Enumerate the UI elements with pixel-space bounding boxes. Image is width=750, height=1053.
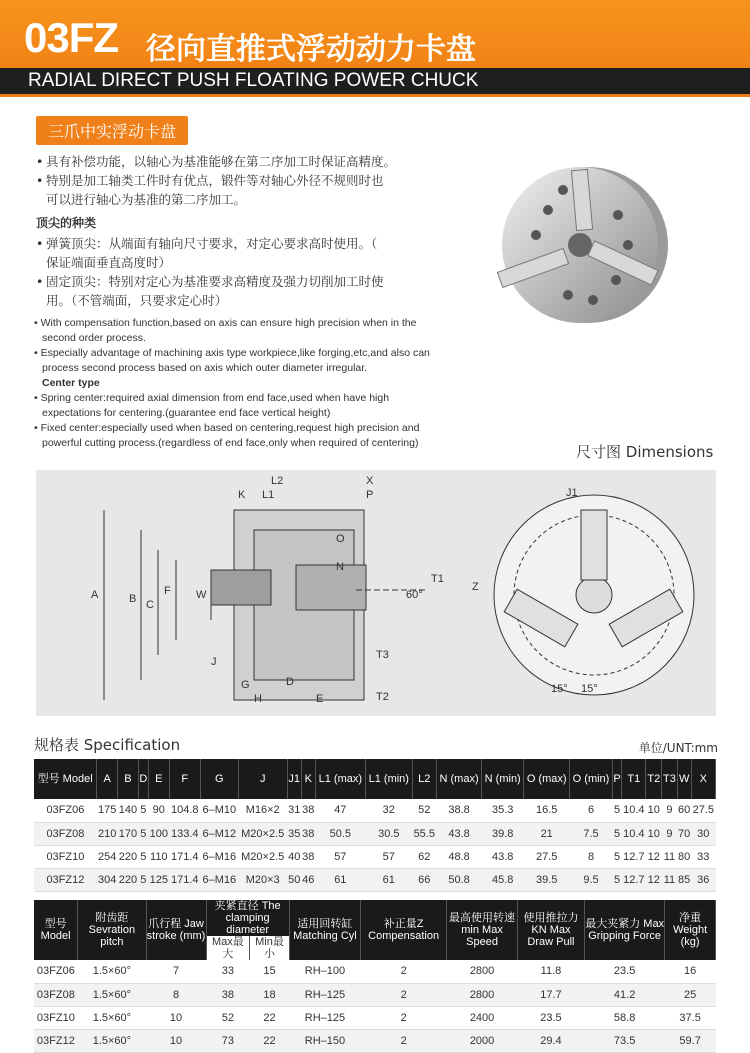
table-cell: 37.5 bbox=[665, 1006, 716, 1029]
table-cell: 2 bbox=[361, 1029, 447, 1052]
table-cell: 57 bbox=[365, 845, 412, 868]
th-cyl: 适用回转缸 Matching Cyl bbox=[289, 900, 360, 960]
dimensions-title: 尺寸图 Dimensions bbox=[576, 443, 714, 461]
th-col-1: A bbox=[97, 759, 118, 799]
zh-center-3: • 固定顶尖：特别对定心为基准要求高精度及强力切削加工时使 bbox=[36, 274, 384, 289]
zh-bullet-2: • 特别是加工轴类工件时有优点，锻件等对轴心外径不规则时也 bbox=[36, 173, 384, 188]
table-cell: 254 bbox=[97, 845, 118, 868]
title-en: RADIAL DIRECT PUSH FLOATING POWER CHUCK bbox=[0, 68, 750, 94]
table-cell: 5 bbox=[612, 822, 621, 845]
table-cell: 1.5×60° bbox=[78, 1029, 146, 1052]
table-cell: 7 bbox=[146, 960, 206, 983]
table-cell: 23.5 bbox=[585, 960, 665, 983]
label-T2: T2 bbox=[376, 691, 389, 703]
table-cell: 10 bbox=[646, 822, 662, 845]
th-col-11: L1 (min) bbox=[365, 759, 412, 799]
table-row bbox=[34, 845, 716, 868]
label-J1: J1 bbox=[566, 487, 578, 499]
unit-label: 单位/UNT:mm bbox=[638, 741, 718, 755]
table-cell: 12 bbox=[646, 845, 662, 868]
table-cell: 2 bbox=[361, 1006, 447, 1029]
title-zh: 径向直推式浮动动力卡盘 bbox=[146, 32, 476, 67]
label-C: C bbox=[146, 599, 154, 611]
table-cell: 45.8 bbox=[482, 868, 524, 891]
table-cell: 10 bbox=[146, 1006, 206, 1029]
table-cell: 03FZ08 bbox=[34, 983, 78, 1006]
zh-features bbox=[36, 152, 396, 209]
table-cell: 10.4 bbox=[622, 799, 646, 822]
table-cell: 35.3 bbox=[482, 799, 524, 822]
table-cell: 11.8 bbox=[517, 960, 584, 983]
table-cell: 9 bbox=[662, 822, 678, 845]
th-stroke: 爪行程 Jaw stroke (mm) bbox=[146, 900, 206, 960]
table-cell: 30 bbox=[691, 822, 715, 845]
table-cell: 6–M16 bbox=[200, 845, 238, 868]
th-serration: 附齿距 Sevration pitch bbox=[78, 900, 146, 960]
table-cell: 171.4 bbox=[169, 868, 200, 891]
table-cell: 2800 bbox=[447, 983, 518, 1006]
label-K: K bbox=[238, 489, 246, 501]
table-cell: 6 bbox=[570, 799, 613, 822]
th-clamp: 夹紧直径 The clamping diameter bbox=[206, 900, 289, 936]
spec-table-dimensions bbox=[34, 759, 716, 892]
th-speed: 最高使用转速 min Max Speed bbox=[447, 900, 518, 960]
table-cell: 10.4 bbox=[622, 822, 646, 845]
en-paragraph-2: • Especially advantage of machining axis type workpiece,like forging,etc,and also can process second process based on axis which outer diameter irregular. bbox=[34, 347, 430, 374]
table-cell: 03FZ06 bbox=[34, 960, 78, 983]
table-cell: 23.5 bbox=[517, 1006, 584, 1029]
spec-table-performance bbox=[34, 900, 716, 1053]
label-X: X bbox=[366, 475, 374, 487]
table-cell: 03FZ12 bbox=[34, 868, 97, 891]
table-cell: 6–M16 bbox=[200, 868, 238, 891]
table-cell: 50.8 bbox=[436, 868, 481, 891]
table-cell: 7.5 bbox=[570, 822, 613, 845]
table-cell: RH–125 bbox=[289, 1006, 360, 1029]
th-col-15: O (max) bbox=[524, 759, 570, 799]
table-cell: 33 bbox=[206, 960, 250, 983]
th-col-12: L2 bbox=[412, 759, 436, 799]
table-cell: 6–M10 bbox=[200, 799, 238, 822]
table-cell: 10 bbox=[146, 1029, 206, 1052]
zh-center-4: 用。（不管端面，只要求定心时） bbox=[46, 293, 228, 308]
label-W: W bbox=[196, 589, 207, 601]
table-row bbox=[34, 1006, 716, 1029]
table-cell: 80 bbox=[677, 845, 691, 868]
label-H: H bbox=[254, 693, 262, 705]
table-cell: 39.5 bbox=[524, 868, 570, 891]
th-col-20: T3 bbox=[662, 759, 678, 799]
table-cell: 03FZ10 bbox=[34, 1006, 78, 1029]
table-cell: 40 bbox=[287, 845, 301, 868]
table-cell: 210 bbox=[97, 822, 118, 845]
table-cell: 6–M12 bbox=[200, 822, 238, 845]
page-header bbox=[0, 0, 750, 97]
table-cell: 39.8 bbox=[482, 822, 524, 845]
center-type-zh-heading: 顶尖的种类 bbox=[36, 216, 97, 230]
table-cell: 46 bbox=[301, 868, 315, 891]
table-cell: 11 bbox=[662, 845, 678, 868]
table-cell: 03FZ12 bbox=[34, 1029, 78, 1052]
th-force: 最大夹紧力 Max Gripping Force bbox=[585, 900, 665, 960]
table-cell: 36 bbox=[691, 868, 715, 891]
table-cell: 38 bbox=[301, 799, 315, 822]
table-cell: 50.5 bbox=[315, 822, 365, 845]
table-cell: 12.7 bbox=[622, 845, 646, 868]
th-col-18: T1 bbox=[622, 759, 646, 799]
table-cell: 73.5 bbox=[585, 1029, 665, 1052]
table-cell: 5 bbox=[612, 868, 621, 891]
table-cell: 16.5 bbox=[524, 799, 570, 822]
th-clamp-min: Min最小 bbox=[250, 936, 290, 960]
table-cell: M20×2.5 bbox=[238, 822, 287, 845]
table-cell: 50 bbox=[287, 868, 301, 891]
table-cell: 61 bbox=[365, 868, 412, 891]
th-col-7: J bbox=[238, 759, 287, 799]
th-col-5: F bbox=[169, 759, 200, 799]
table-cell: 12 bbox=[646, 868, 662, 891]
table-cell: 16 bbox=[665, 960, 716, 983]
th-clamp-max: Max最大 bbox=[206, 936, 250, 960]
table-cell: 38 bbox=[206, 983, 250, 1006]
th-col-17: P bbox=[612, 759, 621, 799]
table-cell: 18 bbox=[250, 983, 290, 1006]
dimension-drawing bbox=[36, 470, 716, 716]
table-cell: 8 bbox=[570, 845, 613, 868]
section-title: 三爪中实浮动卡盘 bbox=[36, 116, 188, 145]
table-cell: 03FZ08 bbox=[34, 822, 97, 845]
zh-center-1: • 弹簧顶尖：从端面有轴向尺寸要求，对定心要求高时使用。（ bbox=[36, 236, 378, 251]
en-center-type: Center type bbox=[42, 377, 100, 389]
table-cell: 5 bbox=[138, 822, 148, 845]
th-col-10: L1 (max) bbox=[315, 759, 365, 799]
th-col-2: B bbox=[118, 759, 139, 799]
table-cell: 22 bbox=[250, 1006, 290, 1029]
label-D: D bbox=[286, 676, 294, 688]
table-cell: 38.8 bbox=[436, 799, 481, 822]
zh-bullet-1: • 具有补偿功能，以轴心为基准能够在第二序加工时保证高精度。 bbox=[36, 154, 397, 169]
table-cell: M16×2 bbox=[238, 799, 287, 822]
table-cell: 90 bbox=[148, 799, 169, 822]
th-col-9: K bbox=[301, 759, 315, 799]
table-cell: 57 bbox=[315, 845, 365, 868]
label-E: E bbox=[316, 693, 324, 705]
table-cell: 31 bbox=[287, 799, 301, 822]
label-F: F bbox=[164, 585, 171, 597]
th-col-14: N (min) bbox=[482, 759, 524, 799]
table-cell: RH–125 bbox=[289, 983, 360, 1006]
table-cell: 52 bbox=[412, 799, 436, 822]
table-cell: 48.8 bbox=[436, 845, 481, 868]
label-G: G bbox=[241, 679, 250, 691]
table-cell: 5 bbox=[138, 799, 148, 822]
th-col-19: T2 bbox=[646, 759, 662, 799]
table-cell: RH–100 bbox=[289, 960, 360, 983]
table-cell: 25 bbox=[665, 983, 716, 1006]
table-cell: 61 bbox=[315, 868, 365, 891]
label-60deg: 60° bbox=[406, 589, 423, 601]
th-col-4: E bbox=[148, 759, 169, 799]
label-T1: T1 bbox=[431, 573, 444, 585]
table-cell: 41.2 bbox=[585, 983, 665, 1006]
table-cell: 60 bbox=[677, 799, 691, 822]
table-cell: 140 bbox=[118, 799, 139, 822]
th-col-21: W bbox=[677, 759, 691, 799]
table-cell: 55.5 bbox=[412, 822, 436, 845]
table-cell: 70 bbox=[677, 822, 691, 845]
chuck-photo bbox=[488, 160, 673, 330]
label-P: P bbox=[366, 489, 374, 501]
th-col-16: O (min) bbox=[570, 759, 613, 799]
table-cell: 1.5×60° bbox=[78, 983, 146, 1006]
table-cell: 38 bbox=[301, 822, 315, 845]
th-col-3: D bbox=[138, 759, 148, 799]
label-A: A bbox=[91, 589, 99, 601]
label-N: N bbox=[336, 561, 344, 573]
english-description bbox=[34, 316, 434, 451]
table-cell: RH–150 bbox=[289, 1029, 360, 1052]
table-cell: 170 bbox=[118, 822, 139, 845]
table-cell: 220 bbox=[118, 868, 139, 891]
table-cell: 62 bbox=[412, 845, 436, 868]
label-T3: T3 bbox=[376, 649, 389, 661]
table-cell: 03FZ10 bbox=[34, 845, 97, 868]
table-cell: 5 bbox=[612, 799, 621, 822]
table-cell: 27.5 bbox=[524, 845, 570, 868]
table-cell: 10 bbox=[646, 799, 662, 822]
table-cell: 58.8 bbox=[585, 1006, 665, 1029]
table-cell: 33 bbox=[691, 845, 715, 868]
table-cell: 03FZ06 bbox=[34, 799, 97, 822]
table-cell: 22 bbox=[250, 1029, 290, 1052]
table-cell: 11 bbox=[662, 868, 678, 891]
table-cell: 2800 bbox=[447, 960, 518, 983]
technical-drawing bbox=[36, 470, 716, 716]
th-col-6: G bbox=[200, 759, 238, 799]
table-cell: 27.5 bbox=[691, 799, 715, 822]
en-paragraph-1: • With compensation function,based on axis can ensure high precision when in the second order process. bbox=[34, 317, 417, 344]
table-cell: 38 bbox=[301, 845, 315, 868]
label-15deg-right: 15° bbox=[581, 683, 598, 695]
table-cell: 9 bbox=[662, 799, 678, 822]
table-cell: 29.4 bbox=[517, 1029, 584, 1052]
th-col-13: N (max) bbox=[436, 759, 481, 799]
table-cell: M20×3 bbox=[238, 868, 287, 891]
table-cell: 100 bbox=[148, 822, 169, 845]
table-cell: 32 bbox=[365, 799, 412, 822]
table-cell: 21 bbox=[524, 822, 570, 845]
th-draw: 使用推拉力 KN Max Draw Pull bbox=[517, 900, 584, 960]
table-cell: M20×2.5 bbox=[238, 845, 287, 868]
table-cell: 2 bbox=[361, 960, 447, 983]
table-cell: 66 bbox=[412, 868, 436, 891]
zh-center-types bbox=[36, 234, 384, 310]
table-cell: 52 bbox=[206, 1006, 250, 1029]
table-cell: 304 bbox=[97, 868, 118, 891]
table-cell: 5 bbox=[612, 845, 621, 868]
table-row bbox=[34, 822, 716, 845]
table-row bbox=[34, 1029, 716, 1052]
label-O: O bbox=[336, 533, 345, 545]
label-15deg-left: 15° bbox=[551, 683, 568, 695]
table-cell: 171.4 bbox=[169, 845, 200, 868]
zh-bullet-3: 可以进行轴心为基准的第二序加工。 bbox=[46, 192, 247, 207]
table-cell: 133.4 bbox=[169, 822, 200, 845]
model-code: 03FZ bbox=[24, 14, 119, 61]
th-col-22: X bbox=[691, 759, 715, 799]
table-cell: 47 bbox=[315, 799, 365, 822]
th-comp: 补正量Z Compensation bbox=[361, 900, 447, 960]
table-cell: 125 bbox=[148, 868, 169, 891]
table-cell: 5 bbox=[138, 868, 148, 891]
zh-center-2: 保证端面垂直高度时） bbox=[46, 255, 172, 270]
th-col-8: J1 bbox=[287, 759, 301, 799]
table-cell: 43.8 bbox=[482, 845, 524, 868]
table-row bbox=[34, 868, 716, 891]
th-col-0: 型号 Model bbox=[34, 759, 97, 799]
table-cell: 5 bbox=[138, 845, 148, 868]
label-J: J bbox=[211, 656, 217, 668]
spec-title: 规格表 Specification bbox=[34, 736, 181, 754]
en-paragraph-4: • Fixed center:especially used when based on centering,request high precision and powerful cutting process.(regardless of end face,only when required of centering) bbox=[34, 422, 420, 449]
table-cell: 30.5 bbox=[365, 822, 412, 845]
table-cell: 12.7 bbox=[622, 868, 646, 891]
table-cell: 35 bbox=[287, 822, 301, 845]
table-cell: 175 bbox=[97, 799, 118, 822]
table-cell: 2 bbox=[361, 983, 447, 1006]
table-cell: 43.8 bbox=[436, 822, 481, 845]
label-Z: Z bbox=[472, 581, 479, 593]
table-cell: 73 bbox=[206, 1029, 250, 1052]
table-cell: 220 bbox=[118, 845, 139, 868]
table-cell: 1.5×60° bbox=[78, 1006, 146, 1029]
table-cell: 2400 bbox=[447, 1006, 518, 1029]
table-cell: 9.5 bbox=[570, 868, 613, 891]
th-weight: 净重 Weight (kg) bbox=[665, 900, 716, 960]
table-row bbox=[34, 960, 716, 983]
table-cell: 8 bbox=[146, 983, 206, 1006]
table-row bbox=[34, 799, 716, 822]
th-model: 型号 Model bbox=[34, 900, 78, 960]
table-cell: 85 bbox=[677, 868, 691, 891]
table-cell: 59.7 bbox=[665, 1029, 716, 1052]
table-cell: 104.8 bbox=[169, 799, 200, 822]
label-L2: L2 bbox=[271, 475, 284, 487]
table-cell: 2000 bbox=[447, 1029, 518, 1052]
table-row bbox=[34, 983, 716, 1006]
label-B: B bbox=[129, 593, 137, 605]
en-paragraph-3: • Spring center:required axial dimension from end face,used when have high expectations for centering.(guarantee end face vertical height) bbox=[34, 392, 390, 419]
label-L1: L1 bbox=[262, 489, 275, 501]
table-cell: 110 bbox=[148, 845, 169, 868]
table-cell: 15 bbox=[250, 960, 290, 983]
table-cell: 17.7 bbox=[517, 983, 584, 1006]
table-cell: 1.5×60° bbox=[78, 960, 146, 983]
